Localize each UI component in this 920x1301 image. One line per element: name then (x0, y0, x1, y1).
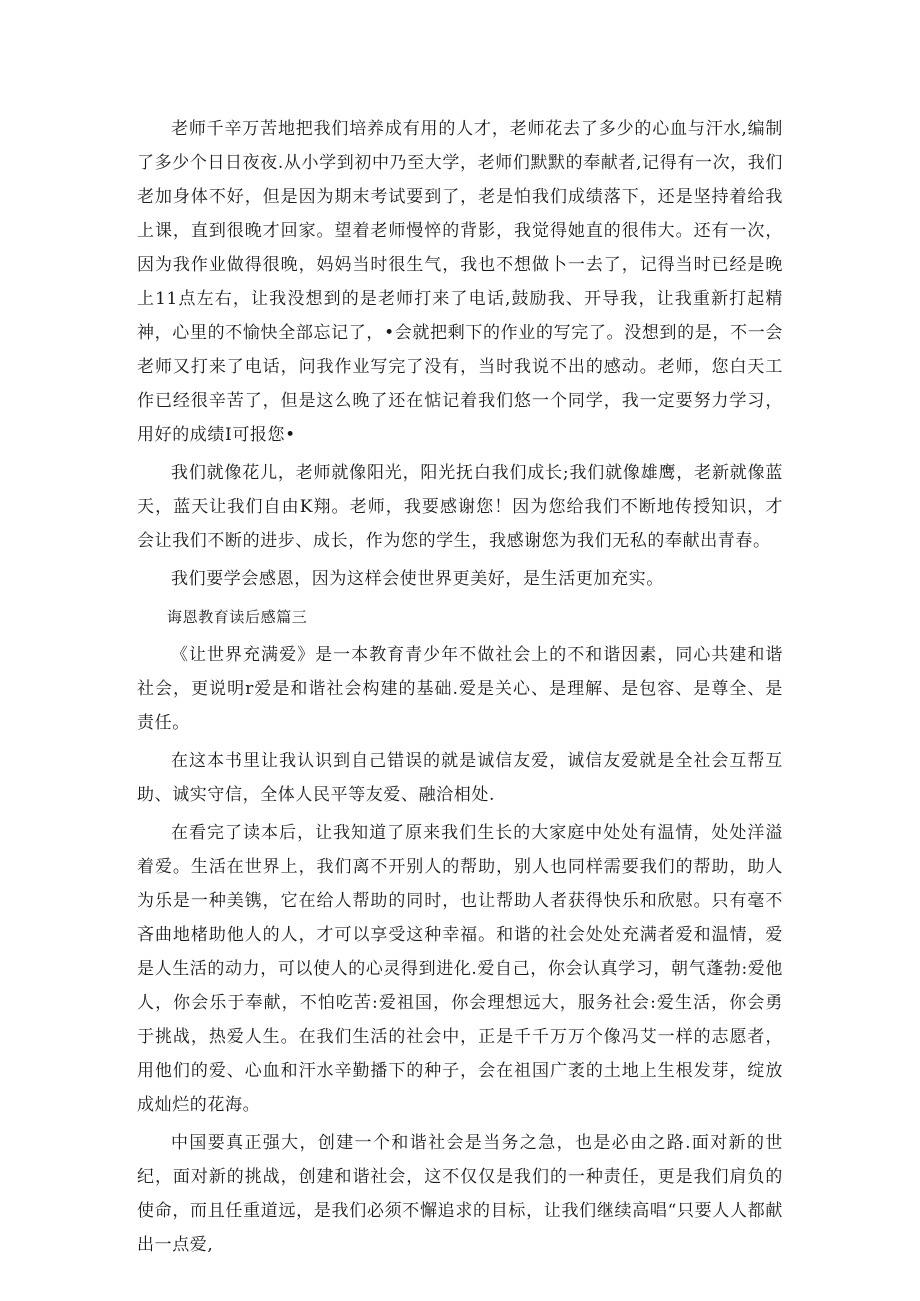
section-heading: 诲恩教育读后感篇三 (167, 608, 308, 626)
paragraph-flowers-and-sun: 我们就像花儿，老师就像阳光，阳光抚白我们成长;我们就像雄鹰，老新就像蓝天，蓝天让我们自由K翔。老师，我要感谢您！因为您给我们不断地传授知识，才会让我们不断的进步、成长，作为您的学生，我感谢您为我们无私的奉献出青春。 (137, 463, 783, 551)
paragraph-warmth: 在看完了读本后，让我知道了原来我们生长的大家庭中处处有温情，处处洋溢着爱。生活在世界上，我们离不开别人的帮助，别人也同样需要我们的帮助，助人为乐是一种美镌，它在给人帮助的同时，也让帮助人者获得快乐和欣慰。只有毫不吝曲地楮助他人的人，才可以享受这种幸福。和谐的社会处处充满者爱和温情，爱是人生活的动力，可以使人的心灵得到进化.爱自己，你会认真学习，朝气蓬勃:爱他人，你会乐于奉献，不怕吃苦:爱祖国，你会理想远大，服务社会:爱生活，你会勇于挑战，热爱人生。在我们生活的社会中，正是千千万万个像冯艾一样的志愿者，用他们的爱、心血和汗水辛勤播下的种子，会在祖国广袤的土地上生根发芽，绽放成灿烂的花海。 (137, 823, 783, 1115)
paragraph-harmonious-society: 中国要真正强大，创建一个和谐社会是当务之急，也是必由之路.面对新的世纪，面对新的挑战，创建和谐社会，这不仅仅是我们的一种责任，更是我们肩负的使命，而且任重道远，是我们必须不懈追求的目标，让我们继续高唱“只要人人都献出一点爱, (137, 1133, 783, 1255)
paragraph-honesty: 在这本书里让我认识到自己错误的就是诚信友爱，诚信友爱就是全社会互帮互助、诚实守信，全体人民平等友爱、融洽相处. (137, 751, 783, 805)
paragraph-gratitude: 我们要学会感恩，因为这样会使世界更美好，是生活更加充实。 (171, 569, 664, 589)
paragraph-teacher-dedication: 老师千辛万苦地把我们培养成有用的人才，老师花去了多少的心血与汗水,编制了多少个日日夜夜.从小学到初中乃至大学，老师们默默的奉献者,记得有一次，我们老加身体不好，但是因为期末考试要到了，老是怕我们成绩落下，还是坚持着给我上课，直到很晚才回家。望着老师慢悴的背影，我觉得她直的很伟大。还有一次，因为我作业做得很晚，妈妈当时很生气，我也不想做卜一去了，记得当时已经是晚上11点左右，让我没想到的是老师打来了电话,鼓励我、开导我，让我重新打起精神，心里的不愉快全部忘记了，•会就把剩下的作业的写完了。没想到的是，不一会老师又打来了电话，问我作业写完了没有，当时我说不出的感动。老师，您白天工作已经很辛苦了，但是这么晚了还在惦记着我们悠一个同学，我一定要努力学习，用好的成绩I可报您• (137, 119, 783, 445)
paragraph-book-intro: 《让世界充满爱》是一本教育青少年不做社会上的不和谐因素，同心共建和谐社会，更说明r爱是和谐社会构建的基础.爱是关心、是理解、是包容、是尊全、是责任。 (137, 645, 783, 733)
document-page (137, 112, 783, 1262)
